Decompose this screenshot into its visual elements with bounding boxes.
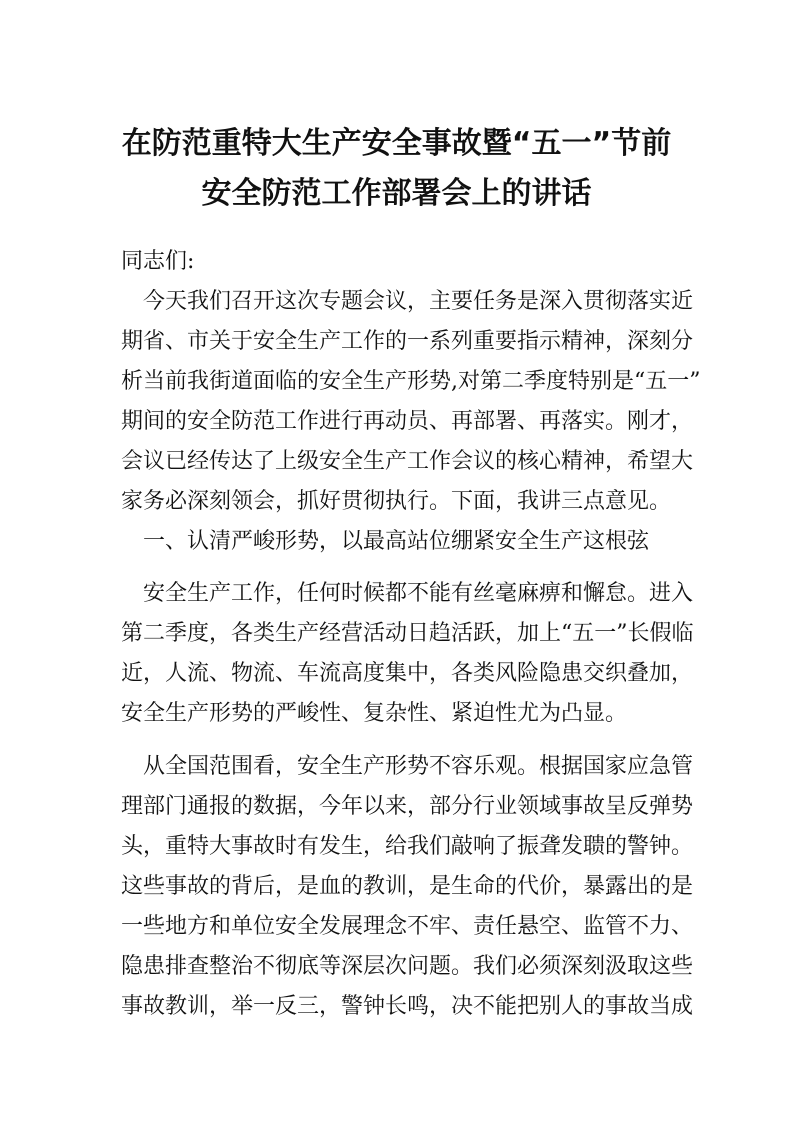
paragraph-line: 头，重特大事故时有发生，给我们敲响了振聋发聩的警钟。	[121, 834, 694, 859]
salutation: 同志们:	[121, 249, 195, 274]
document-title-line-1: 在防范重特大生产安全事故暨“五一”节前	[121, 126, 672, 161]
paragraph-line: 期省、市关于安全生产工作的一系列重要指示精神，深刻分	[121, 329, 694, 354]
paragraph-line: 今天我们召开这次专题会议，主要任务是深入贯彻落实近	[143, 289, 694, 314]
paragraph-line: 隐患排查整治不彻底等深层次问题。我们必须深刻汲取这些	[121, 954, 694, 979]
document-title-line-2: 安全防范工作部署会上的讲话	[201, 176, 592, 211]
paragraph-line: 一些地方和单位安全发展理念不牢、责任悬空、监管不力、	[121, 914, 694, 939]
paragraph-line: 期间的安全防范工作进行再动员、再部署、再落实。刚才，	[121, 409, 694, 434]
paragraph-line: 家务必深刻领会，抓好贯彻执行。下面，我讲三点意见。	[121, 489, 672, 514]
paragraph-line: 第二季度，各类生产经营活动日趋活跃，加上“五一”长假临	[121, 621, 694, 646]
paragraph-line: 事故教训，举一反三，警钟长鸣，决不能把别人的事故当成	[121, 994, 694, 1019]
paragraph-line: 近，人流、物流、车流高度集中，各类风险隐患交织叠加，	[121, 661, 694, 686]
paragraph-line: 理部门通报的数据，今年以来，部分行业领域事故呈反弹势	[121, 794, 694, 819]
paragraph-line: 从全国范围看，安全生产形势不容乐观。根据国家应急管	[143, 754, 694, 779]
section-heading: 一、认清严峻形势，以最高站位绷紧安全生产这根弦	[143, 529, 650, 554]
paragraph-line: 安全生产工作，任何时候都不能有丝毫麻痹和懈怠。进入	[143, 581, 694, 606]
paragraph-line: 安全生产形势的严峻性、复杂性、紧迫性尤为凸显。	[121, 701, 628, 726]
paragraph-line: 会议已经传达了上级安全生产工作会议的核心精神，希望大	[121, 449, 694, 474]
paragraph-line: 析当前我街道面临的安全生产形势,对第二季度特别是“五一”	[121, 369, 701, 394]
paragraph-line: 这些事故的背后，是血的教训，是生命的代价，暴露出的是	[121, 874, 694, 899]
